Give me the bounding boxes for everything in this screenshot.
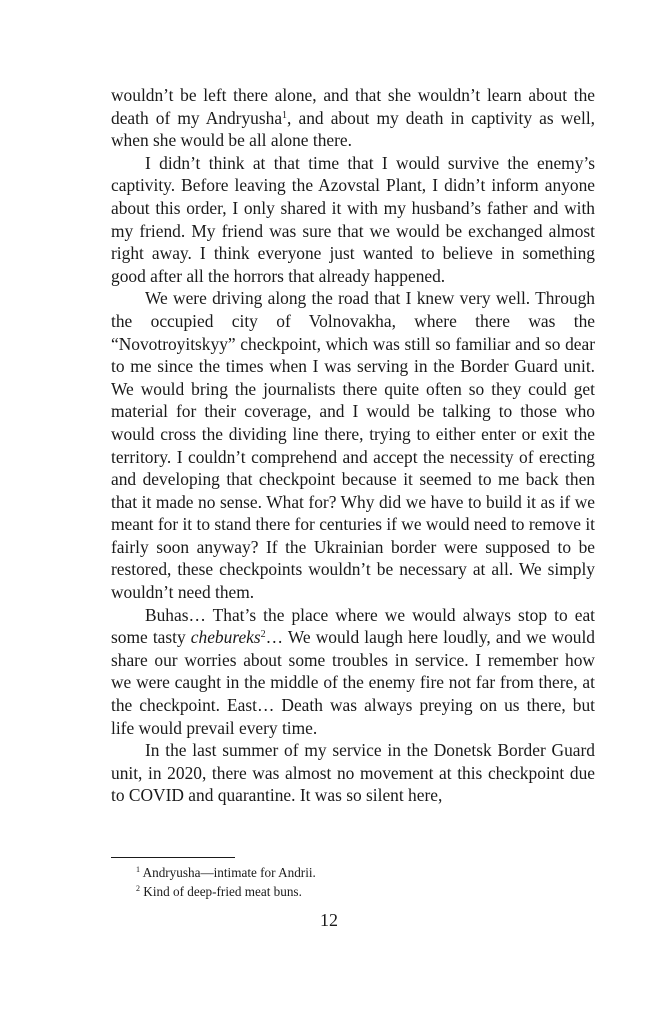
paragraph-1 [111,84,595,152]
footnote-1-text: Andryusha—intimate for Andrii. [142,865,316,880]
page-number: 12 [320,910,338,930]
page-body [111,84,595,807]
paragraph-3: We were driving along the road that I knew very well. Through the occupied city of Volnovakha, where there was the “Novotroyitskyy” checkpoint, which was still so familiar and so dear to me since the times when I was serving in the Border Guard unit. We would bring the journalists there quite often so they could get material for their coverage, and I would be talking to those who would cross the dividing line there, trying to either enter or exit the territory. I couldn’t comprehend and accept the necessity of erecting and developing that checkpoint because it seemed to me back then that it made no sense. What for? Why did we have to build it as if we meant for it to stand there for centuries if we would need to remove it fairly soon anyway? If the Ukrainian border were supposed to be restored, these checkpoints wouldn’t be necessary at all. We simply wouldn’t need them. [111,288,595,603]
footnote-2-text: Kind of deep-fried meat buns. [143,883,302,899]
footnote-ref-1: 1 [282,109,288,121]
paragraph-4-text: Buhas… That’s the place where we would always stop to eat some tasty [111,604,595,648]
footnote-2 [136,883,596,902]
footnote-divider [111,857,235,858]
footnotes [136,864,596,901]
paragraph-4 [111,604,595,740]
paragraph-2: I didn’t think at that time that I would survive the enemy’s captivity. Before leaving the Azovstal Plant, I didn’t inform anyone about this order, I only shared it with my husband’s father and with my friend. My friend was sure that we would be exchanged almost right away. I think everyone just wanted to believe in something good after all the horrors that already happened. [111,152,595,286]
footnote-ref-2: 2 [260,629,266,641]
footnote-1 [136,864,596,883]
footnote-2-number: 2 [136,883,140,893]
paragraph-1-tail: , and about my death in captivity as well, when she would be all alone there. [111,107,596,151]
paragraph-1-text: wouldn’t be left there alone, and that she wouldn’t learn about the death of my Andryusha [111,85,595,128]
footnote-1-number: 1 [136,865,140,874]
paragraph-4-tail: … We would laugh here loudly, and we would share our worries about some troubles in service. I remember how we were caught in the middle of the enemy fire not far from there, at the checkpoint. East… Death was always preying on us there, but life would prevail every time. [111,627,595,738]
paragraph-5: In the last summer of my service in the Donetsk Border Guard unit, in 2020, there was almost no movement at this checkpoint due to COVID and quarantine. It was so silent here, [111,740,595,806]
paragraph-4-italic: chebureks [190,627,261,648]
